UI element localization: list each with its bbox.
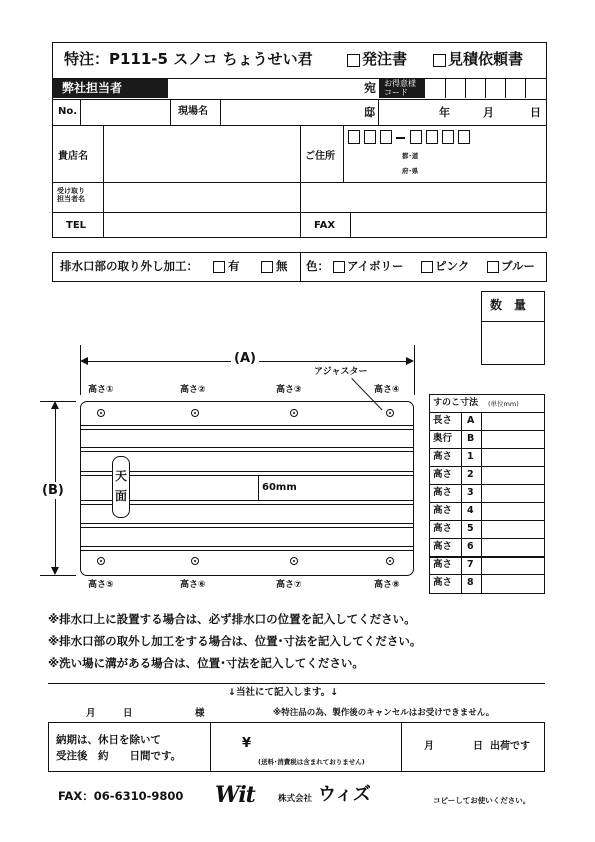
note-2: ※排水口部の取外し加工をする場合は、位置･寸法を記入してください。: [48, 634, 422, 648]
quote-checkbox[interactable]: [433, 54, 446, 67]
size-row-label: 高さ: [433, 451, 453, 462]
size-row-label: 高さ: [433, 469, 453, 480]
tax-note: (送料･消費税は含まれておりません): [258, 758, 365, 766]
top-face-marker: [112, 456, 130, 518]
drain-yes-checkbox[interactable]: [213, 261, 225, 273]
color-pink-checkbox[interactable]: [421, 261, 433, 273]
site-label: 現場名: [178, 106, 208, 117]
tel-input[interactable]: [104, 213, 300, 237]
top-face-char-1: 天: [115, 469, 128, 483]
color-ivory-checkbox[interactable]: [333, 261, 345, 273]
size-row-input[interactable]: [482, 449, 543, 465]
size-row-key: 6: [467, 541, 474, 552]
fax-label: FAX: [314, 220, 336, 231]
receiver-input[interactable]: [104, 183, 300, 211]
size-row-label: 高さ: [433, 523, 453, 534]
pref-label-2: 府･県: [402, 167, 419, 175]
quantity-label: 数 量: [490, 298, 527, 312]
adjuster-hole-7: [290, 557, 298, 565]
drain-no-label: 無: [276, 259, 288, 273]
no-label: No.: [58, 106, 78, 117]
order-checkbox[interactable]: [347, 54, 360, 67]
quote-label: 見積依頼書: [448, 50, 524, 68]
year-label: 年: [439, 106, 450, 119]
zip-digit-7[interactable]: [458, 130, 470, 144]
adjuster-hole-4: [386, 409, 394, 417]
shop-label: 貴店名: [58, 151, 88, 162]
gap-dimension-line: [258, 475, 259, 500]
office-sama: 様: [195, 708, 205, 719]
size-row-label: 高さ: [433, 559, 453, 570]
form-title: 特注：P111-5 スノコ ちょうせい君: [64, 50, 313, 68]
dimension-a-label: (A): [231, 352, 259, 365]
office-day: 日: [123, 708, 133, 719]
zip-digit-1[interactable]: [348, 130, 360, 144]
size-row-key: 1: [467, 451, 474, 462]
size-row-label: 高さ: [433, 541, 453, 552]
copy-note: コピーしてお使いください。: [433, 796, 531, 805]
delivery-line-2: 受注後 約 日間です。: [56, 750, 182, 762]
zip-digit-5[interactable]: [426, 130, 438, 144]
address-input[interactable]: [420, 150, 544, 180]
staff-input[interactable]: [170, 79, 360, 98]
size-row-key: 3: [467, 487, 474, 498]
size-table-title: すのこ寸法: [433, 398, 479, 408]
height-4-label: 高さ④: [374, 385, 400, 395]
staff-label: 弊社担当者: [62, 81, 123, 95]
delivery-line-1: 納期は、休日を除いて: [56, 734, 161, 746]
site-input[interactable]: [221, 100, 359, 124]
pref-label-1: 都･道: [402, 152, 419, 160]
drain-label: 排水口部の取り外し加工：: [60, 259, 198, 273]
zip-digit-2[interactable]: [364, 130, 376, 144]
size-row-input[interactable]: [482, 539, 543, 555]
color-blue-label: ブルー: [501, 259, 536, 273]
no-input[interactable]: [81, 100, 169, 124]
adjuster-hole-1: [97, 409, 105, 417]
size-row-input[interactable]: [482, 575, 543, 591]
size-row-input[interactable]: [482, 521, 543, 537]
height-8-label: 高さ⑧: [374, 580, 400, 590]
price-input[interactable]: [258, 726, 396, 756]
office-use-heading: ↓当社にて記入します。↓: [228, 687, 339, 698]
ship-month: 月: [424, 741, 434, 752]
adjuster-hole-2: [191, 409, 199, 417]
top-face-char-2: 面: [115, 489, 128, 503]
fax-input[interactable]: [351, 213, 545, 237]
color-ivory-label: アイボリー: [347, 259, 404, 273]
drain-yes-label: 有: [228, 259, 240, 273]
drain-no-checkbox[interactable]: [261, 261, 273, 273]
company-prefix: 株式会社: [278, 794, 313, 804]
company-name: ウィズ: [318, 784, 371, 805]
color-pink-label: ピンク: [435, 259, 470, 273]
adjuster-hole-3: [290, 409, 298, 417]
receiver-label: 受け取り 担当者名: [57, 187, 85, 204]
yen-mark: ¥: [242, 736, 252, 751]
size-row-label: 奥行: [433, 433, 453, 444]
company-logo: Wit: [215, 782, 255, 808]
size-row-input[interactable]: [482, 503, 543, 519]
adjuster-label: アジャスター: [314, 367, 368, 377]
zip-digit-6[interactable]: [442, 130, 454, 144]
adjuster-hole-8: [386, 557, 394, 565]
size-row-key: 7: [467, 559, 474, 570]
tel-label: TEL: [66, 220, 87, 231]
size-row-input[interactable]: [482, 431, 543, 447]
footer-fax: FAX：06-6310-9800: [58, 789, 184, 803]
size-row-key: 4: [467, 505, 474, 516]
size-row-label: 長さ: [433, 415, 453, 426]
size-row-input[interactable]: [482, 557, 543, 573]
color-label: 色：: [306, 259, 329, 273]
to-mark: 宛: [364, 81, 377, 95]
adjuster-hole-5: [97, 557, 105, 565]
note-1: ※排水口上に設置する場合は、必ず排水口の位置を記入してください。: [48, 612, 416, 626]
size-row-label: 高さ: [433, 505, 453, 516]
size-table-unit: (単位mm): [488, 400, 519, 408]
zip-digit-4[interactable]: [410, 130, 422, 144]
customer-code-label: お得意様 コード: [384, 79, 416, 97]
shop-input[interactable]: [104, 126, 300, 182]
size-row-key: 8: [467, 577, 474, 588]
dimension-b-label: (B): [42, 483, 64, 498]
dono-mark: 邸: [364, 106, 375, 119]
quantity-input[interactable]: [483, 323, 543, 363]
height-1-label: 高さ①: [88, 385, 114, 395]
height-3-label: 高さ③: [276, 385, 302, 395]
day-label: 日: [530, 106, 541, 119]
height-5-label: 高さ⑤: [88, 580, 114, 590]
size-row-key: 5: [467, 523, 474, 534]
size-row-key: A: [467, 415, 475, 426]
size-row-label: 高さ: [433, 577, 453, 588]
note-3: ※洗い場に溝がある場合は、位置･寸法を記入してください。: [48, 656, 364, 670]
office-use-divider: [48, 683, 545, 684]
size-row-input[interactable]: [482, 467, 543, 483]
zip-digit-3[interactable]: [380, 130, 392, 144]
color-blue-checkbox[interactable]: [487, 261, 499, 273]
order-label: 発注書: [362, 50, 408, 68]
ship-label: 出荷です: [490, 741, 530, 752]
size-row-key: 2: [467, 469, 474, 480]
height-6-label: 高さ⑥: [180, 580, 206, 590]
cancel-note: ※特注品の為、製作後のキャンセルはお受けできません。: [273, 708, 495, 718]
size-row-input[interactable]: [482, 485, 543, 501]
adjuster-hole-6: [191, 557, 199, 565]
office-month: 月: [86, 708, 96, 719]
size-row-label: 高さ: [433, 487, 453, 498]
height-2-label: 高さ②: [180, 385, 206, 395]
size-row-key: B: [467, 433, 475, 444]
address-label: ご住所: [305, 151, 335, 162]
ship-day: 日: [473, 741, 483, 752]
size-row-input[interactable]: [482, 413, 543, 429]
month-label: 月: [483, 106, 494, 119]
height-7-label: 高さ⑦: [276, 580, 302, 590]
gap-label: 60mm: [262, 482, 297, 493]
